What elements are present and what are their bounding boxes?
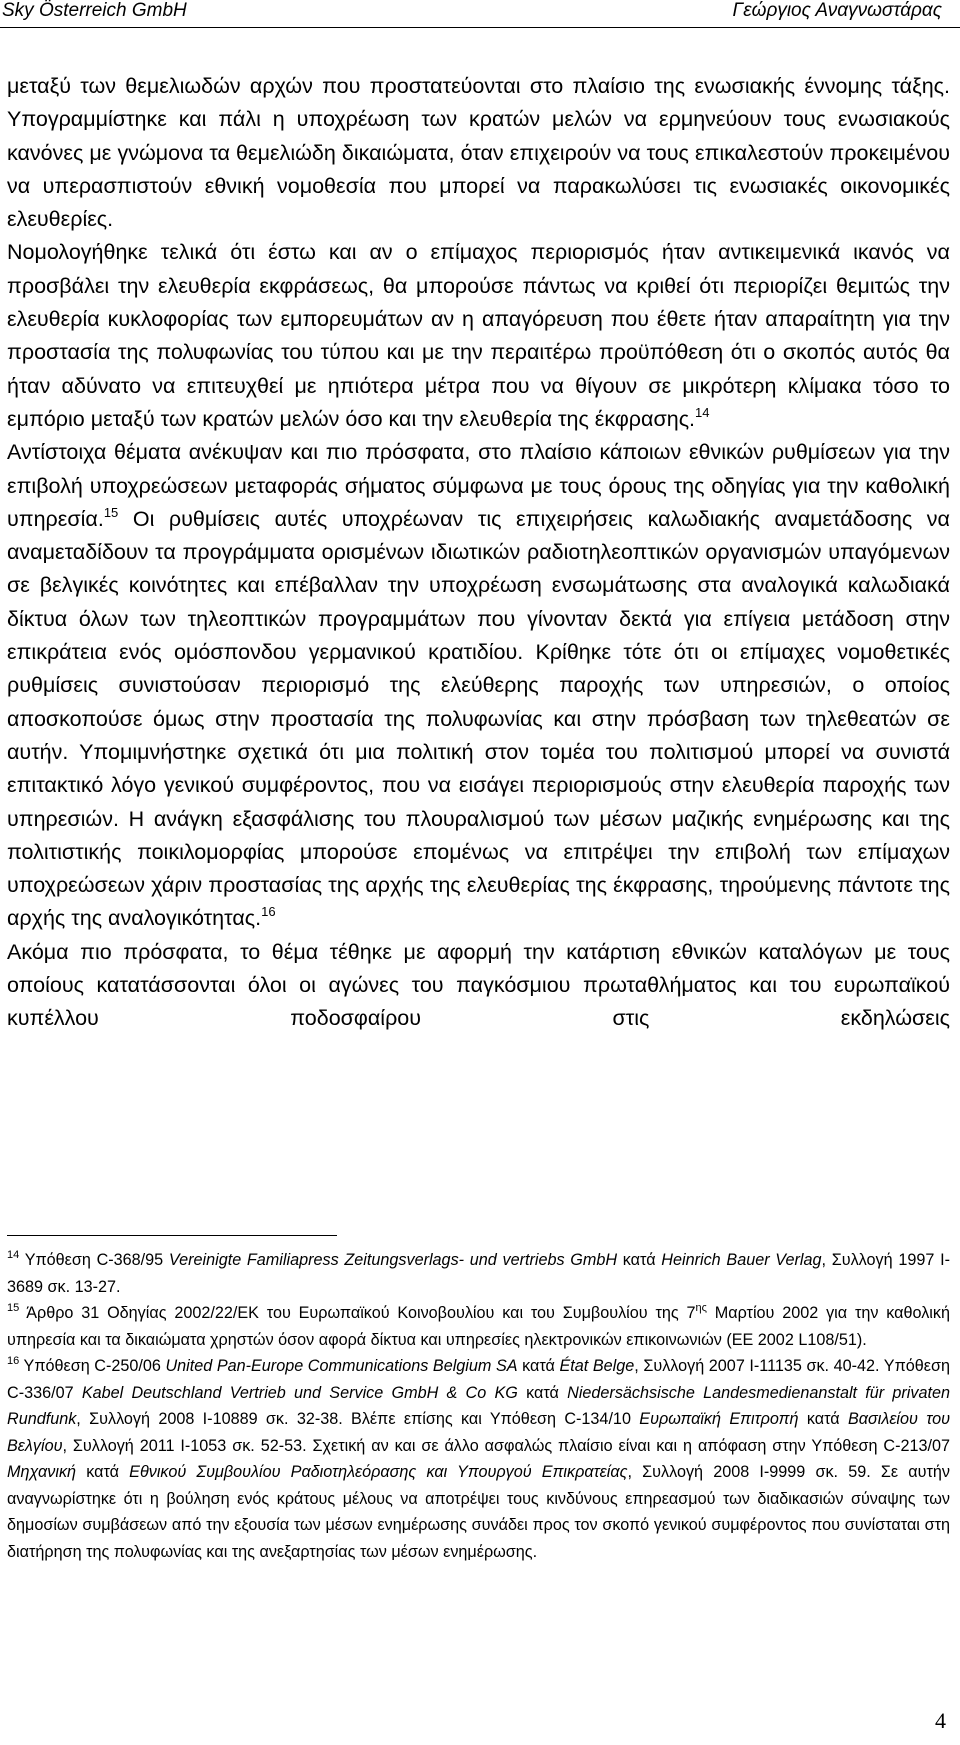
footnote-ref-15: 15 bbox=[103, 504, 119, 520]
main-text bbox=[7, 70, 950, 1036]
page-header bbox=[0, 0, 960, 26]
paragraph-3: Αντίστοιχα θέματα ανέκυψαν και πιο πρόσφατα, στο πλαίσιο κάποιων εθνικών ρυθμίσεων για την επιβολή υποχρεώσεων μεταφοράς σήματος σύμφωνα με τους όρους της οδηγίας για την καθολική υπηρεσία.$^{15}$ Οι ρυθμίσεις αυτές υποχρέωναν τις επιχειρήσεις καλωδιακής αναμετάδοσης να αναμεταδίδουν τα προγράμματα ορισμένων ιδιωτικών ραδιοτηλεοπτικών οργανισμών υπαγόμενων σε βελγικές κοινότητες και επέβαλλαν την υποχρέωση ενσωμάτωσης στα αναλογικά καλωδιακά δίκτυα όλων των τηλεοπτικών προγραμμάτων που γίνονταν δεκτά για επίγεια μετάδοση στην επικράτεια ενός ομόσπονδου γερμανικού κρατιδίου. Κρίθηκε τότε ότι οι επίμαχες νομοθετικές ρυθμίσεις συνιστούσαν περιορισμό της ελεύθερης παροχής των υπηρεσιών, ο οποίος αποσκοπούσε όμως στην προστασία της πολυφωνίας και στην πρόσβαση των τηλεθεατών σε αυτήν. Υπομιμνήστηκε σχετικά ότι μια πολιτική στον τομέα του πολιτισμού μπορεί να συνιστά επιτακτικό λόγο γενικού συμφέροντος, που να εισάγει περιορισμούς στην ελευθερία παροχής των υπηρεσιών. Η ανάγκη εξασφάλισης του πλουραλισμού των μέσων μαζικής ενημέρωσης και της πολιτιστικής ποικιλομορφίας μπορούσε επομένως να επιτρέψει την επιβολή των επίμαχων υποχρεώσεων χάριν προστασίας της αρχής της ελευθερίας της έκφρασης, τηρούμενης πάντοτε της αρχής της αναλογικότητας.$^{16}$ bbox=[7, 440, 951, 931]
footnote-separator bbox=[7, 1235, 337, 1236]
paragraph-1: μεταξύ των θεμελιωδών αρχών που προστατεύονται στο πλαίσιο της ενωσιακής έννομης τάξης. Υπογραμμίστηκε και πάλι η υποχρέωση των κρατών μελών να ερμηνεύουν τους ενωσιακούς κανόνες με γνώμονα τα θεμελιώδη δικαιώματα, όταν επιχειρούν να τους επικαλεστούν προκειμένου να υπερασπιστούν εθνική νομοθεσία που μπορεί να παρακωλύσει τις ενωσιακές οικονομικές ελευθερίες. bbox=[7, 74, 950, 232]
paragraph-4: Ακόμα πιο πρόσφατα, το θέμα τέθηκε με αφορμή την κατάρτιση εθνικών καταλόγων με τους οποίους κατατάσσονται όλοι οι αγώνες του παγκόσμιου πρωταθλήματος και του ευρωπαϊκού κυπέλλου ποδοσφαίρου στις εκδηλώσεις bbox=[7, 939, 950, 1031]
footnote-16: $^{16}$ Υπόθεση C-250/06 United Pan-Europe Communications Belgium SA κατά État Belge, Συλλογή 2007 I-11135 σκ. 40-42. Υπόθεση C-336/07 Kabel Deutschland Vertrieb und Service GmbH & Co KG κατά Niedersächsische Landesmedienanstalt für privaten Rundfunk, Συλλογή 2008 I-10889 σκ. 32-38. Βλέπε επίσης και Υπόθεση C-134/10 Ευρωπαϊκή Επιτροπή κατά Βασιλείου του Βελγίου, Συλλογή 2011 I-1053 σκ. 52-53. Σχετική αν και σε άλλο ασφαλώς πλαίσιο είναι και η απόφαση στην Υπόθεση C-213/07 Μηχανική κατά Εθνικού Συμβουλίου Ραδιοτηλεόρασης και Υπουργού Επικρατείας, Συλλογή 2008 I-9999 σκ. 59. Σε αυτήν αναγνωρίστηκε ότι η βούληση ενός κράτους μέλους να αποτρέψει τους κινδύνους επηρεασμού των διαδικασιών σύναψης των δημοσίων συμβάσεων από την εξουσία των μέσων ενημέρωσης συνάδει προς τον σκοπό γενικού συμφέροντος που συνίσταται στη διατήρηση της πολυφωνίας και της ανεξαρτησίας των μέσων ενημέρωσης. bbox=[7, 1355, 950, 1561]
paragraph-2: Νομολογήθηκε τελικά ότι έστω και αν ο επίμαχος περιορισμός ήταν αντικειμενικά ικανός να προσβάλει την ελευθερία εκφράσεως, θα μπορούσε πάντως να κριθεί ότι περιορίζει θεμιτώς την ελευθερία κυκλοφορίας των εμπορευμάτων αν η απαγόρευση που έθετε ήταν απαραίτητη για την προστασία της πολυφωνίας του τύπου και με την περαιτέρω προϋπόθεση ότι ο σκοπός αυτός θα ήταν αδύνατο να επιτευχθεί με ηπιότερα μέτρα που να θίγουν σε μικρότερη κλίμακα τόσο το εμπόριο μεταξύ των κρατών μελών όσο και την ελευθερία της έκφρασης.$^{14}$ bbox=[7, 240, 950, 431]
footnote-ref-14: 14 bbox=[695, 404, 710, 420]
header-left: Sky Österreich GmbH bbox=[2, 0, 187, 21]
header-right: Γεώργιος Αναγνωστάρας bbox=[732, 0, 942, 21]
footnote-15: $^{15}$ Άρθρο 31 Οδηγίας 2002/22/ΕΚ του Ευρωπαϊκού Κοινοβουλίου και του Συμβουλίου της $7^{\eta\varsigma}$ Μαρτίου 2002 για την καθολική υπηρεσία και τα δικαιώματα χρηστών όσον αφορά δίκτυα και υπηρεσίες ηλεκτρονικών επικοινωνιών (ΕΕ 2002 L108/51). bbox=[7, 1302, 950, 1349]
footnote-ref-16: 16 bbox=[261, 904, 276, 920]
page-number: 4 bbox=[935, 1708, 946, 1733]
footnote-14: $^{14}$ Υπόθεση C-368/95 Vereinigte Familiapress Zeitungsverlags- und vertriebs GmbH κατά Heinrich Bauer Verlag, Συλλογή 1997 I-3689 σκ. 13-27. bbox=[7, 1249, 950, 1296]
header-rule bbox=[0, 27, 960, 28]
footnotes bbox=[7, 1247, 950, 1565]
